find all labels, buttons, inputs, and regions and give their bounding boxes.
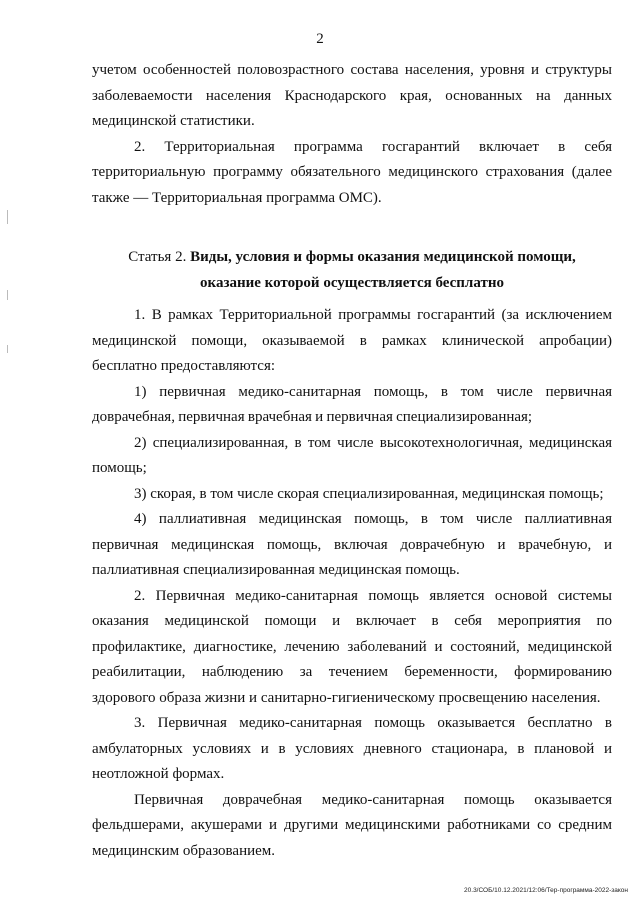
paragraph-1: 1. В рамках Территориальной программы госгарантий (за исключением медицинской помощи, оказываемой в рамках клинической апробации) бесплатно предоставляются: <box>92 307 612 374</box>
paragraph-2: 2. Первичная медико-санитарная помощь является основой системы оказания медицинской помощи и включает в себя мероприятия по профилактике, диагностике, лечению заболеваний и состояний, медицинской реабилитации, наблюдению за течением беременности, формированию здорового образа жизни и санитарно-гигиеническому просвещению населения. <box>92 587 612 706</box>
paragraph-omc: 2. Территориальная программа госгарантий включает в себя территориальную программу обязательного медицинского страхования (далее также — Территориальная программа ОМС). <box>92 138 612 206</box>
article-heading <box>92 245 612 296</box>
paragraph-continuation: учетом особенностей половозрастного состава населения, уровня и структуры заболеваемости населения Краснодарского края, основанных на данных медицинской статистики. <box>92 62 612 129</box>
margin-mark <box>7 210 8 224</box>
page-number: 2 <box>316 31 324 47</box>
margin-mark <box>7 345 8 353</box>
margin-annotation <box>4 60 12 150</box>
article-title-line2: оказание которой осуществляется бесплатно <box>200 274 504 291</box>
document-body <box>92 58 612 864</box>
article-title-line1: Виды, условия и формы оказания медицинской помощи, <box>190 249 576 265</box>
list-item-3: 3) скорая, в том числе скорая специализированная, медицинская помощь; <box>134 485 604 502</box>
paragraph-3: 3. Первичная медико-санитарная помощь оказывается бесплатно в амбулаторных условиях и в условиях дневного стационара, в плановой и неотложной формах. <box>92 715 612 782</box>
document-footer: 20.3/СОБ/10.12.2021/12:06/Тер-программа-2022-закон <box>464 887 628 894</box>
list-item-2: 2) специализированная, в том числе высокотехнологичная, медицинская помощь; <box>92 434 612 476</box>
margin-mark <box>7 290 8 300</box>
article-label: Статья 2. <box>128 249 187 265</box>
list-item-1: 1) первичная медико-санитарная помощь, в том числе первичная доврачебная, первичная врачебная и первичная специализированная; <box>92 383 612 425</box>
paragraph-4: Первичная доврачебная медико-санитарная помощь оказывается фельдшерами, акушерами и другими медицинскими работниками со средним медицинским образованием. <box>92 791 612 859</box>
list-item-4: 4) паллиативная медицинская помощь, в том числе паллиативная первичная медицинская помощь, включая доврачебную и врачебную, и паллиативная специализированная медицинская помощь. <box>92 511 612 578</box>
